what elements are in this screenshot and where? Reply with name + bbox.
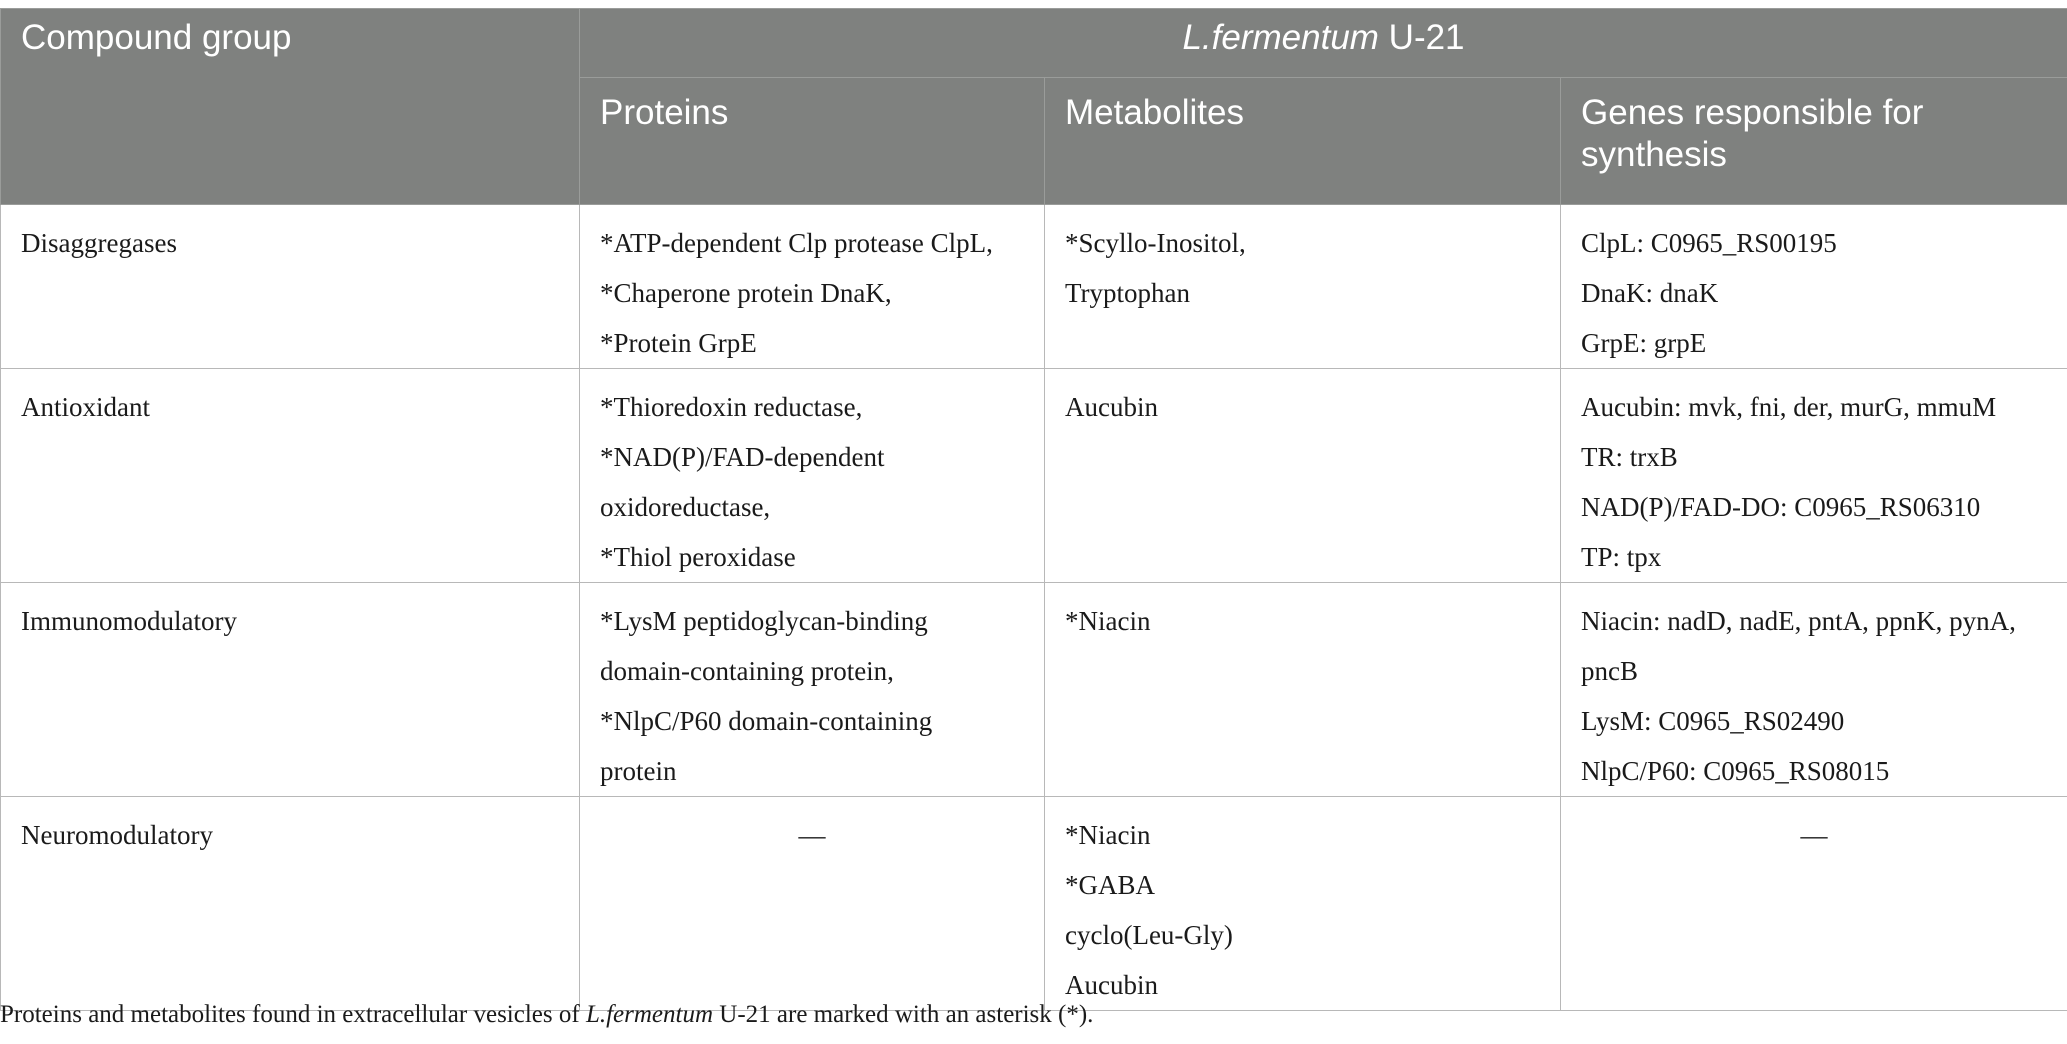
protein-item: protein [600,756,677,786]
header-compound-group [1,9,580,205]
footnote-text-after: U-21 are marked with an asterisk (*). [713,1001,1094,1028]
header-metabolites: Metabolites [1045,78,1561,205]
protein-item: oxidoreductase, [600,492,771,522]
protein-item: *Protein GrpE [600,328,757,358]
protein-item: *Thiol peroxidase [600,542,796,572]
metabolite-item: Tryptophan [1065,278,1191,308]
compound-table-container [0,8,2067,1011]
group-cell [1,797,580,1011]
gene-item: Aucubin: mvk, fni, der, murG, mmuM [1581,392,1997,422]
header-genes: Genes responsible for synthesis [1561,78,2067,205]
metabolite-item: Aucubin [1065,392,1158,422]
header-strain-id: U-21 [1378,18,1465,57]
group-label: Antioxidant [21,392,150,422]
group-cell [1,205,580,369]
metabolite-item: cyclo(Leu-Gly) [1065,920,1233,950]
proteins-cell [580,369,1045,583]
protein-item: *Thioredoxin reductase, [600,392,863,422]
metabolites-cell [1045,583,1561,797]
compound-table [0,8,2067,1011]
genes-cell [1561,205,2067,369]
group-label: Disaggregases [21,228,177,258]
gene-item: TP: tpx [1581,542,1662,572]
metabolite-item: *Niacin [1065,820,1151,850]
gene-item: DnaK: dnaK [1581,278,1719,308]
gene-item: ClpL: C0965_RS00195 [1581,228,1837,258]
metabolite-item: *Niacin [1065,606,1151,636]
header-compound-group-label: Compound group [21,18,292,57]
protein-item: *LysM peptidoglycan-binding [600,606,928,636]
metabolite-item: *Scyllo-Inositol, [1065,228,1246,258]
protein-item: — [798,820,826,850]
header-row-top [1,9,2067,78]
gene-item: NAD(P)/FAD-DO: C0965_RS06310 [1581,492,1981,522]
metabolites-cell [1045,797,1561,1011]
header-proteins: Proteins [580,78,1045,205]
table-row [1,369,2067,583]
gene-item: — [1800,820,1828,850]
protein-item: *Chaperone protein DnaK, [600,278,892,308]
table-row [1,205,2067,369]
header-strain-species: L.fermentum [1182,18,1379,57]
gene-item: LysM: C0965_RS02490 [1581,706,1845,736]
protein-item: *ATP-dependent Clp protease ClpL, [600,228,993,258]
gene-item: TR: trxB [1581,442,1678,472]
footnote-species: L.fermentum [585,1001,714,1028]
table-footnote [0,1001,1093,1029]
metabolites-cell [1045,369,1561,583]
proteins-cell [580,205,1045,369]
group-label: Neuromodulatory [21,820,213,850]
protein-item: domain-containing protein, [600,656,894,686]
group-cell [1,369,580,583]
genes-cell [1561,797,2067,1011]
proteins-cell [580,797,1045,1011]
metabolite-item: Aucubin [1065,970,1158,1000]
group-cell [1,583,580,797]
footnote-text-before: Proteins and metabolites found in extracellular vesicles of [0,1001,586,1028]
gene-item: NlpC/P60: C0965_RS08015 [1581,756,1890,786]
table-row [1,583,2067,797]
header-strain [580,9,2067,78]
genes-cell [1561,583,2067,797]
gene-item: pncB [1581,656,1638,686]
protein-item: *NAD(P)/FAD-dependent [600,442,885,472]
metabolite-item: *GABA [1065,870,1156,900]
genes-cell [1561,369,2067,583]
protein-item: *NlpC/P60 domain-containing [600,706,933,736]
metabolites-cell [1045,205,1561,369]
group-label: Immunomodulatory [21,606,237,636]
gene-item: GrpE: grpE [1581,328,1707,358]
proteins-cell [580,583,1045,797]
table-row [1,797,2067,1011]
gene-item: Niacin: nadD, nadE, pntA, ppnK, pynA, [1581,606,2016,636]
